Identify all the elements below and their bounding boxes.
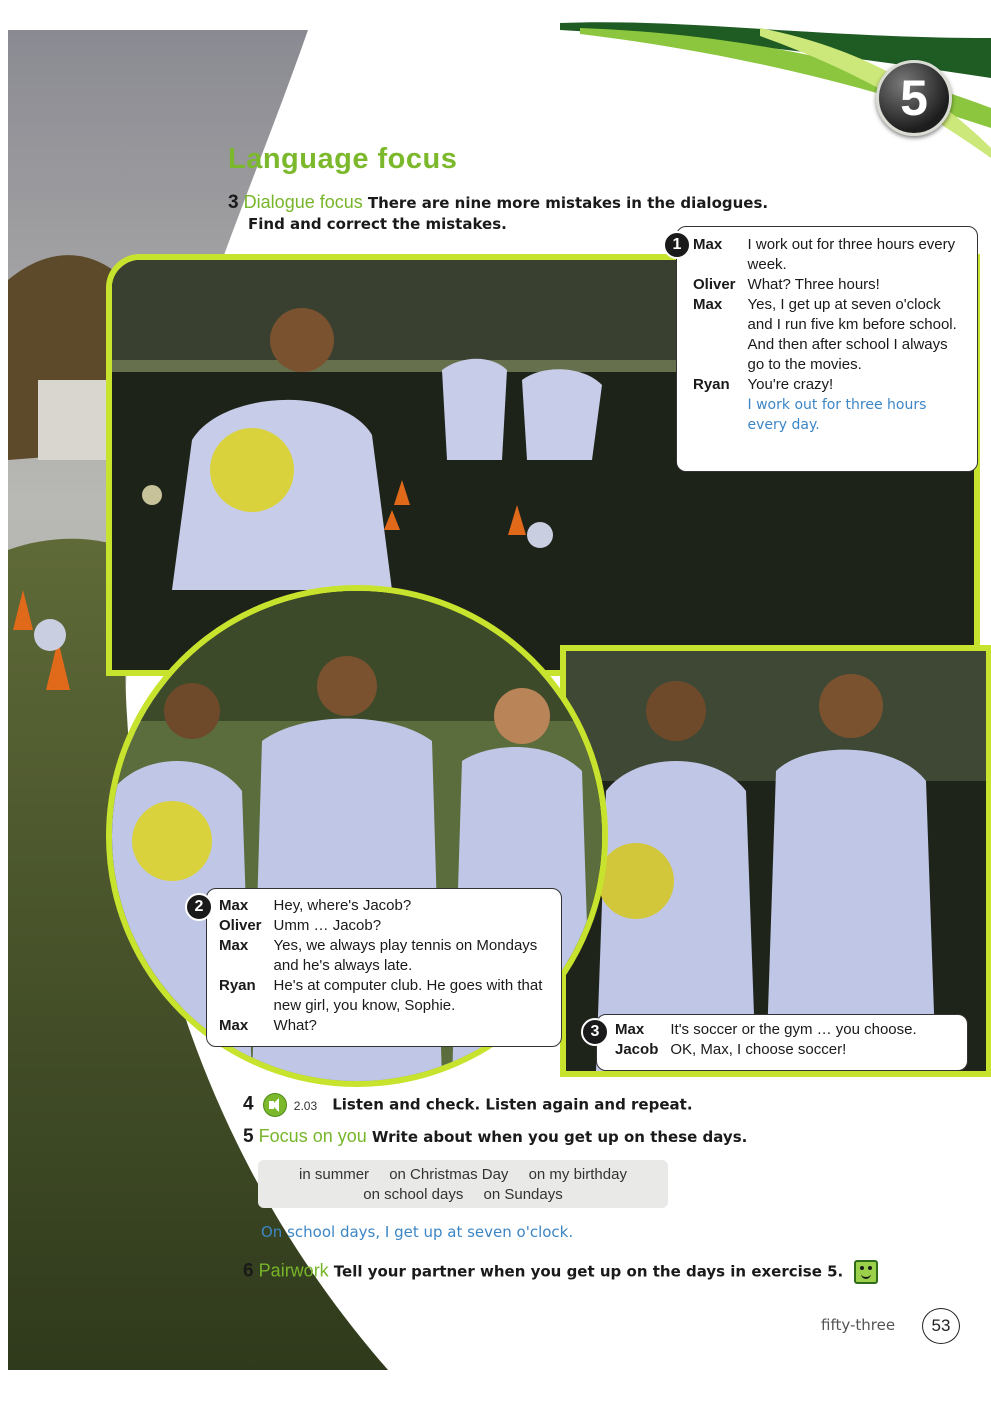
speaker: Jacob (615, 1041, 659, 1058)
speaker: Max (219, 897, 249, 914)
exercise-5 (243, 1126, 747, 1148)
exercise-instruction: Listen and check. Listen again and repeat. (332, 1095, 693, 1114)
phrase-item: on Sundays (483, 1186, 563, 1203)
example-answer: On school days, I get up at seven o'clock. (261, 1223, 574, 1241)
speaker: Oliver (219, 917, 262, 934)
speaker: Max (219, 937, 249, 954)
line-text: You're crazy! (747, 376, 834, 393)
line-text: What? (273, 1017, 317, 1034)
dialogue-line (219, 896, 553, 916)
line-text: Yes, we always play tennis on Mondays and he's always late. (273, 937, 538, 974)
line-text: I work out for three hours every week. (747, 236, 956, 273)
exercise-number: 6 (243, 1260, 254, 1282)
dialogue-line (219, 976, 553, 1016)
dialogue-box-3 (590, 1014, 968, 1071)
phrase-item: on Christmas Day (389, 1166, 509, 1183)
exercise-instruction: Tell your partner when you get up on the days in exercise 5. (333, 1262, 844, 1281)
exercise-number: 4 (243, 1093, 254, 1115)
speaking-icon (854, 1260, 878, 1284)
dialogue-number: 2 (185, 893, 213, 921)
correction-answer: I work out for three hours every day. (747, 397, 927, 433)
phrase-row (258, 1160, 668, 1185)
line-text: Umm … Jacob? (273, 917, 382, 934)
page-number: 53 (922, 1308, 960, 1344)
dialogue-line (219, 936, 553, 976)
phrase-item: on my birthday (528, 1166, 627, 1183)
dialogue-number: 3 (581, 1018, 609, 1046)
exercise-label: Dialogue focus (243, 192, 363, 212)
speaker: Oliver (693, 276, 736, 293)
exercise-number: 3 (228, 192, 239, 213)
exercise-4 (243, 1093, 693, 1117)
dialogue-line (615, 1020, 917, 1040)
speaker: Max (615, 1021, 645, 1038)
dialogue-line (219, 1016, 553, 1036)
speaker: Ryan (693, 376, 730, 393)
exercise-label: Focus on you (258, 1126, 367, 1146)
line-text: What? Three hours! (747, 276, 880, 293)
dialogue-line (219, 916, 553, 936)
dialogue-lines (693, 235, 965, 435)
dialogue-line (693, 275, 965, 295)
audio-cd-icon[interactable] (263, 1093, 287, 1117)
exercise-3-header (228, 192, 828, 214)
dialogue-number: 1 (663, 231, 691, 259)
audio-track-number: 2.03 (293, 1098, 318, 1113)
line-text: It's soccer or the gym … you choose. (670, 1021, 917, 1038)
section-title: Language focus (228, 143, 458, 175)
exercise-number: 5 (243, 1126, 254, 1147)
phrase-item: in summer (299, 1166, 370, 1183)
dialogue-line (693, 295, 965, 375)
line-text: Hey, where's Jacob? (273, 897, 412, 914)
photo-two-boys (560, 645, 991, 1077)
dialogue-line (693, 235, 965, 275)
dialogue-line (693, 375, 965, 395)
speaker: Max (693, 296, 723, 313)
speaker: Ryan (219, 977, 256, 994)
dialogue-lines (615, 1020, 917, 1060)
line-text: He's at computer club. He goes with that new girl, you know, Sophie. (273, 977, 543, 1014)
page-number-words: fifty-three (821, 1316, 896, 1334)
phrase-item: on school days (363, 1186, 464, 1203)
exercise-label: Pairwork (258, 1260, 329, 1281)
exercise-6 (243, 1260, 878, 1284)
speaker: Max (693, 236, 723, 253)
speaker: Max (219, 1017, 249, 1034)
unit-number-badge: 5 (876, 60, 952, 136)
dialogue-lines (219, 896, 553, 1036)
exercise-instruction: Write about when you get up on these days. (371, 1128, 748, 1146)
photo-3-illustration (566, 651, 986, 1071)
line-text: OK, Max, I choose soccer! (670, 1041, 847, 1058)
exercise-instruction-continued: Find and correct the mistakes. (248, 215, 507, 233)
phrase-box (258, 1160, 668, 1208)
phrase-row (258, 1185, 668, 1205)
correction-row (693, 395, 965, 435)
line-text: Yes, I get up at seven o'clock and I run five km before school. And then after school I always go to the movies. (747, 296, 957, 373)
exercise-instruction: There are nine more mistakes in the dialogues. (367, 194, 769, 212)
dialogue-box-2 (194, 888, 562, 1047)
dialogue-box-1 (672, 226, 978, 472)
dialogue-line (615, 1040, 917, 1060)
